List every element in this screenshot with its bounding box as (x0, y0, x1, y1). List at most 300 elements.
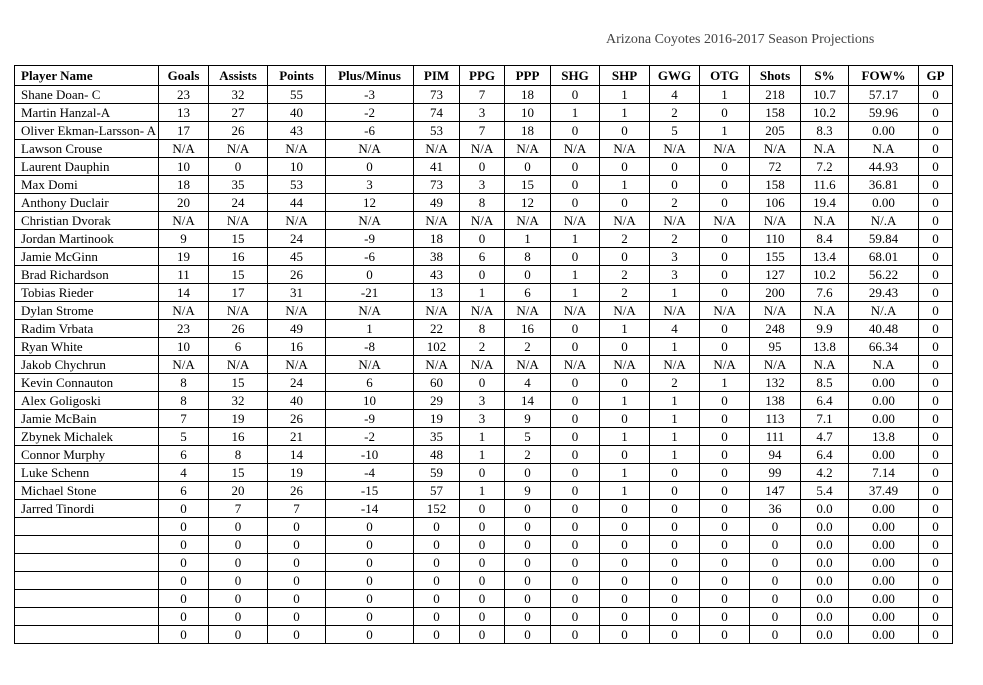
stat-cell: 12 (326, 194, 414, 212)
stat-cell: 1 (650, 284, 700, 302)
stat-cell: -9 (326, 230, 414, 248)
stat-cell: 1 (650, 338, 700, 356)
stat-cell: 0 (159, 572, 209, 590)
stat-cell: 73 (414, 176, 460, 194)
player-name-cell: Jamie McBain (15, 410, 159, 428)
stat-cell: N/A (750, 212, 801, 230)
stat-cell: 3 (460, 176, 505, 194)
player-name-cell: Tobias Rieder (15, 284, 159, 302)
column-header: PPP (505, 66, 551, 86)
stat-cell: 0 (919, 608, 953, 626)
stat-cell: 0 (551, 158, 600, 176)
stat-cell: 0 (326, 536, 414, 554)
stat-cell: N.A (801, 356, 849, 374)
player-name-cell: Jamie McGinn (15, 248, 159, 266)
stat-cell: 26 (268, 410, 326, 428)
player-name-cell: Alex Goligoski (15, 392, 159, 410)
page-title: Arizona Coyotes 2016-2017 Season Projections (606, 32, 875, 47)
stat-cell: 16 (209, 428, 268, 446)
stat-cell: N/A (326, 356, 414, 374)
stat-cell: N/A (700, 302, 750, 320)
stat-cell: 0 (551, 518, 600, 536)
stat-cell: 0 (551, 374, 600, 392)
column-header: GP (919, 66, 953, 86)
stat-cell: 49 (268, 320, 326, 338)
stat-cell: 8.4 (801, 230, 849, 248)
stat-cell: 45 (268, 248, 326, 266)
stat-cell: 0 (159, 554, 209, 572)
stat-cell: N.A (801, 302, 849, 320)
stat-cell: 19.4 (801, 194, 849, 212)
stat-cell: N/A (414, 356, 460, 374)
stat-cell: 6 (326, 374, 414, 392)
stat-cell: -3 (326, 86, 414, 104)
stat-cell: N/A (505, 356, 551, 374)
stat-cell: 111 (750, 428, 801, 446)
stat-cell: 4 (505, 374, 551, 392)
stat-cell: 2 (600, 230, 650, 248)
stat-cell: N/A (460, 356, 505, 374)
stat-cell: 0 (326, 158, 414, 176)
stat-cell: 1 (650, 410, 700, 428)
player-name-cell: Radim Vrbata (15, 320, 159, 338)
stat-cell: 0 (700, 320, 750, 338)
stat-cell: 0 (551, 428, 600, 446)
stat-cell: 0 (551, 626, 600, 644)
stat-cell: 15 (209, 374, 268, 392)
column-header: S% (801, 66, 849, 86)
stat-cell: 127 (750, 266, 801, 284)
stat-cell: 0 (268, 590, 326, 608)
stat-cell: 0 (505, 554, 551, 572)
stat-cell: 17 (209, 284, 268, 302)
stat-cell: -21 (326, 284, 414, 302)
stat-cell: 13.8 (801, 338, 849, 356)
stat-cell: N/A (159, 302, 209, 320)
stat-cell: N/.A (849, 212, 919, 230)
stat-cell: 20 (209, 482, 268, 500)
stat-cell: 8 (460, 194, 505, 212)
stat-cell: 13 (414, 284, 460, 302)
stat-cell: N/A (750, 140, 801, 158)
stat-cell: 44 (268, 194, 326, 212)
stat-cell: 0 (919, 86, 953, 104)
stat-cell: 40 (268, 104, 326, 122)
player-name-cell: Oliver Ekman-Larsson- A (15, 122, 159, 140)
stat-cell: 1 (600, 320, 650, 338)
stat-cell: 0 (700, 428, 750, 446)
stat-cell: 0 (919, 158, 953, 176)
stat-cell: 0 (159, 608, 209, 626)
stat-cell: 113 (750, 410, 801, 428)
stat-cell: 7 (460, 86, 505, 104)
stat-cell: 26 (209, 320, 268, 338)
stat-cell: 2 (650, 230, 700, 248)
stat-cell: 0 (919, 230, 953, 248)
stat-cell: 1 (551, 266, 600, 284)
stat-cell: 14 (268, 446, 326, 464)
stat-cell: 102 (414, 338, 460, 356)
stat-cell: 0.0 (801, 500, 849, 518)
stat-cell: N.A (801, 212, 849, 230)
stat-cell: 0 (919, 338, 953, 356)
stat-cell: 0 (460, 572, 505, 590)
stat-cell: 0 (268, 518, 326, 536)
player-name-cell: Luke Schenn (15, 464, 159, 482)
stat-cell: 23 (159, 320, 209, 338)
stat-cell: N/A (209, 212, 268, 230)
stat-cell: N/A (159, 356, 209, 374)
stat-cell: 0 (209, 626, 268, 644)
stat-cell: 0.00 (849, 500, 919, 518)
stat-cell: 1 (326, 320, 414, 338)
stat-cell: 1 (551, 284, 600, 302)
stat-cell: 0 (750, 590, 801, 608)
stat-cell: 8 (159, 392, 209, 410)
stat-cell: N/A (650, 212, 700, 230)
stat-cell: 3 (460, 410, 505, 428)
stat-cell: 0 (650, 608, 700, 626)
stat-cell: 16 (505, 320, 551, 338)
stat-cell: 106 (750, 194, 801, 212)
stat-cell: 37.49 (849, 482, 919, 500)
stat-cell: 0 (551, 464, 600, 482)
stat-cell: N.A (849, 140, 919, 158)
stat-cell: 0 (650, 572, 700, 590)
stat-cell: 0 (460, 230, 505, 248)
stat-cell: 13.4 (801, 248, 849, 266)
stat-cell: 0 (268, 608, 326, 626)
stat-cell: 53 (414, 122, 460, 140)
stat-cell: 59.84 (849, 230, 919, 248)
stat-cell: 3 (326, 176, 414, 194)
stat-cell: 0 (209, 518, 268, 536)
stat-cell: 26 (268, 266, 326, 284)
player-name-cell: Jakob Chychrun (15, 356, 159, 374)
stat-cell: 0 (700, 266, 750, 284)
stat-cell: 0 (919, 284, 953, 302)
table-row (15, 104, 953, 122)
stat-cell: 32 (209, 392, 268, 410)
stat-cell: 2 (600, 266, 650, 284)
stat-cell: 0 (505, 608, 551, 626)
stat-cell: 0 (919, 572, 953, 590)
stat-cell: 7.6 (801, 284, 849, 302)
stat-cell: 0 (700, 392, 750, 410)
stat-cell: 10 (159, 338, 209, 356)
stat-cell: 0.0 (801, 518, 849, 536)
stat-cell: 0 (551, 176, 600, 194)
stat-cell: 0.00 (849, 554, 919, 572)
table-body (15, 86, 953, 644)
player-name-cell: Lawson Crouse (15, 140, 159, 158)
stat-cell: 1 (600, 86, 650, 104)
player-name-cell: Martin Hanzal-A (15, 104, 159, 122)
stat-cell: 0 (700, 248, 750, 266)
stat-cell: 6 (159, 446, 209, 464)
stat-cell: 0.00 (849, 122, 919, 140)
stat-cell: 0 (919, 464, 953, 482)
stat-cell: 1 (650, 428, 700, 446)
stat-cell: N/A (551, 356, 600, 374)
stat-cell: 0 (551, 320, 600, 338)
stat-cell: 5 (505, 428, 551, 446)
stat-cell: 1 (650, 446, 700, 464)
stat-cell: 0 (650, 590, 700, 608)
stat-cell: 0 (600, 626, 650, 644)
stat-cell: 0 (700, 158, 750, 176)
stat-cell: 31 (268, 284, 326, 302)
stat-cell: 218 (750, 86, 801, 104)
projections-table (14, 65, 953, 644)
stat-cell: 6.4 (801, 392, 849, 410)
stat-cell: 0 (919, 536, 953, 554)
stat-cell: -4 (326, 464, 414, 482)
table-row (15, 446, 953, 464)
stat-cell: 0 (600, 158, 650, 176)
stat-cell: N/A (460, 302, 505, 320)
stat-cell: 6 (209, 338, 268, 356)
stat-cell: 0 (460, 500, 505, 518)
stat-cell: 72 (750, 158, 801, 176)
stat-cell: 0 (159, 500, 209, 518)
table-row (15, 248, 953, 266)
player-name-cell: Connor Murphy (15, 446, 159, 464)
stat-cell: -2 (326, 428, 414, 446)
stat-cell: 18 (505, 86, 551, 104)
stat-cell: N/A (414, 140, 460, 158)
stat-cell: 17 (159, 122, 209, 140)
stat-cell: 0 (460, 158, 505, 176)
stat-cell: 35 (414, 428, 460, 446)
stat-cell: 0 (600, 446, 650, 464)
stat-cell: 0 (268, 626, 326, 644)
column-header: Assists (209, 66, 268, 86)
stat-cell: 0 (460, 590, 505, 608)
stat-cell: -2 (326, 104, 414, 122)
stat-cell: 19 (159, 248, 209, 266)
stat-cell: 18 (414, 230, 460, 248)
stat-cell: 0 (209, 590, 268, 608)
stat-cell: 0 (209, 554, 268, 572)
column-header: Goals (159, 66, 209, 86)
stat-cell: N/A (650, 356, 700, 374)
stat-cell: 13 (159, 104, 209, 122)
stat-cell: 1 (460, 446, 505, 464)
stat-cell: 0 (460, 518, 505, 536)
stat-cell: 43 (268, 122, 326, 140)
stat-cell: 0.00 (849, 410, 919, 428)
stat-cell: 0 (750, 572, 801, 590)
stat-cell: 48 (414, 446, 460, 464)
stat-cell: 7 (209, 500, 268, 518)
stat-cell: 1 (600, 392, 650, 410)
player-name-cell (15, 626, 159, 644)
stat-cell: 0 (700, 590, 750, 608)
stat-cell: 158 (750, 104, 801, 122)
stat-cell: N/A (159, 140, 209, 158)
player-name-cell: Jordan Martinook (15, 230, 159, 248)
stat-cell: 0 (209, 158, 268, 176)
stat-cell: 0 (919, 590, 953, 608)
stat-cell: 4 (650, 320, 700, 338)
stat-cell: 0.00 (849, 590, 919, 608)
stat-cell: 2 (505, 446, 551, 464)
stat-cell: 0 (700, 536, 750, 554)
stat-cell: 0 (919, 356, 953, 374)
stat-cell: 0.0 (801, 536, 849, 554)
stat-cell: 0.00 (849, 374, 919, 392)
stat-cell: 10.2 (801, 104, 849, 122)
stat-cell: 0 (650, 554, 700, 572)
stat-cell: N/A (326, 140, 414, 158)
stat-cell: 0 (268, 536, 326, 554)
stat-cell: 10.7 (801, 86, 849, 104)
table-row (15, 230, 953, 248)
stat-cell: 26 (268, 482, 326, 500)
stat-cell: 73 (414, 86, 460, 104)
stat-cell: 16 (268, 338, 326, 356)
stat-cell: 0 (919, 392, 953, 410)
stat-cell: 8 (159, 374, 209, 392)
stat-cell: N/A (414, 212, 460, 230)
stat-cell: 7.2 (801, 158, 849, 176)
table-row (15, 212, 953, 230)
stat-cell: 2 (505, 338, 551, 356)
stat-cell: 0 (600, 122, 650, 140)
stat-cell: 11.6 (801, 176, 849, 194)
stat-cell: N/A (505, 140, 551, 158)
stat-cell: 0 (919, 176, 953, 194)
stat-cell: 0 (551, 86, 600, 104)
stat-cell: N/A (414, 302, 460, 320)
stat-cell: 0 (551, 500, 600, 518)
stat-cell: 0.00 (849, 626, 919, 644)
stat-cell: 4 (159, 464, 209, 482)
stat-cell: 0 (919, 140, 953, 158)
stat-cell: 0 (600, 194, 650, 212)
player-name-cell: Christian Dvorak (15, 212, 159, 230)
stat-cell: N/A (551, 212, 600, 230)
table-row (15, 464, 953, 482)
stat-cell: 14 (159, 284, 209, 302)
stat-cell: 3 (650, 266, 700, 284)
stat-cell: 4 (650, 86, 700, 104)
stat-cell: 3 (650, 248, 700, 266)
stat-cell: N/A (505, 212, 551, 230)
stat-cell: N/A (209, 302, 268, 320)
stat-cell: 16 (209, 248, 268, 266)
column-header: SHG (551, 66, 600, 86)
stat-cell: 0 (600, 608, 650, 626)
table-row (15, 194, 953, 212)
table-row (15, 554, 953, 572)
stat-cell: -9 (326, 410, 414, 428)
stat-cell: 40 (268, 392, 326, 410)
stat-cell: 74 (414, 104, 460, 122)
stat-cell: 0 (919, 428, 953, 446)
stat-cell: 0 (919, 482, 953, 500)
stat-cell: 8.5 (801, 374, 849, 392)
stat-cell: 0 (460, 554, 505, 572)
stat-cell: 53 (268, 176, 326, 194)
stat-cell: 5.4 (801, 482, 849, 500)
table-row (15, 266, 953, 284)
stat-cell: 0 (209, 536, 268, 554)
stat-cell: 0 (600, 248, 650, 266)
stat-cell: 0 (460, 464, 505, 482)
stat-cell: 7.14 (849, 464, 919, 482)
stat-cell: 0 (326, 590, 414, 608)
table-row (15, 392, 953, 410)
stat-cell: -6 (326, 248, 414, 266)
stat-cell: 0 (919, 248, 953, 266)
stat-cell: 0 (600, 572, 650, 590)
stat-cell: 13.8 (849, 428, 919, 446)
stat-cell: 4.2 (801, 464, 849, 482)
stat-cell: 0 (650, 518, 700, 536)
stat-cell: 0.00 (849, 392, 919, 410)
table-row (15, 284, 953, 302)
stat-cell: N/A (326, 212, 414, 230)
stat-cell: 0 (551, 338, 600, 356)
stat-cell: 0 (551, 572, 600, 590)
table-row (15, 518, 953, 536)
stat-cell: N/A (159, 212, 209, 230)
stat-cell: 147 (750, 482, 801, 500)
stat-cell: 15 (209, 230, 268, 248)
stat-cell: N/A (460, 140, 505, 158)
stat-cell: N/A (505, 302, 551, 320)
stat-cell: 1 (460, 482, 505, 500)
stat-cell: 1 (650, 392, 700, 410)
table-row (15, 356, 953, 374)
stat-cell: 0 (919, 266, 953, 284)
table-row (15, 176, 953, 194)
stat-cell: 1 (600, 176, 650, 194)
stat-cell: N/A (268, 302, 326, 320)
stat-cell: N/A (209, 140, 268, 158)
stat-cell: 44.93 (849, 158, 919, 176)
stat-cell: 0.0 (801, 572, 849, 590)
table-row (15, 626, 953, 644)
player-name-cell (15, 590, 159, 608)
stat-cell: 0 (700, 284, 750, 302)
stat-cell: N/A (551, 140, 600, 158)
stat-cell: 0 (505, 158, 551, 176)
stat-cell: 20 (159, 194, 209, 212)
stat-cell: 14 (505, 392, 551, 410)
stat-cell: 0 (551, 392, 600, 410)
stat-cell: N/A (700, 212, 750, 230)
stat-cell: -6 (326, 122, 414, 140)
stat-cell: N/A (750, 302, 801, 320)
stat-cell: 68.01 (849, 248, 919, 266)
stat-cell: 23 (159, 86, 209, 104)
stat-cell: 0 (414, 572, 460, 590)
stat-cell: N/A (551, 302, 600, 320)
player-name-cell: Shane Doan- C (15, 86, 159, 104)
stat-cell: N.A (849, 356, 919, 374)
stat-cell: 10 (268, 158, 326, 176)
stat-cell: 0 (505, 536, 551, 554)
stat-cell: 0 (600, 338, 650, 356)
stat-cell: 0 (919, 626, 953, 644)
stat-cell: N/A (600, 212, 650, 230)
stat-cell: N/A (268, 140, 326, 158)
stat-cell: 0 (700, 572, 750, 590)
stat-cell: 1 (551, 230, 600, 248)
